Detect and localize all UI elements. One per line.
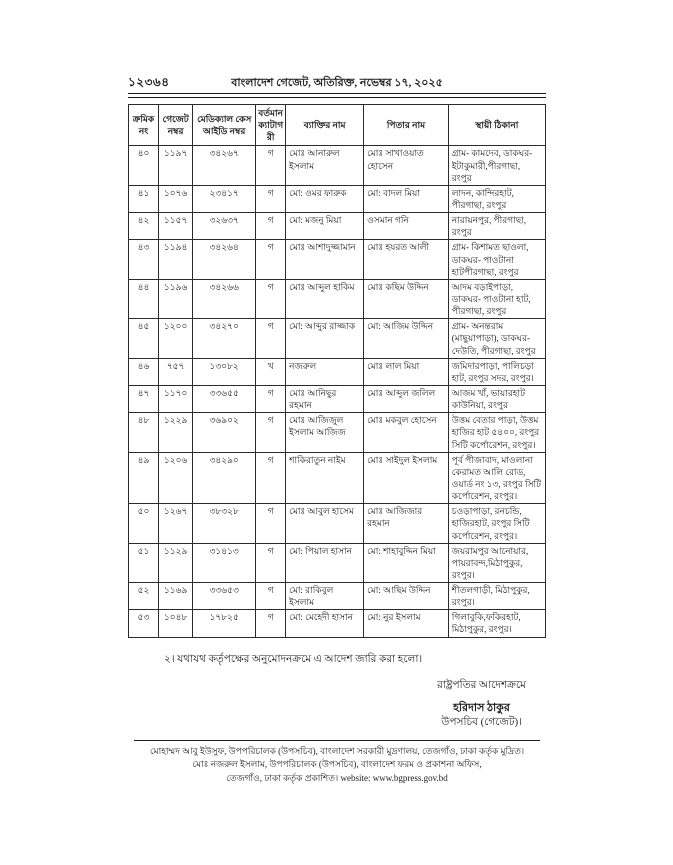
- cell-permanent-address: আজম খাঁ, ভায়ারহাট কাউনিয়া, রংপুর: [448, 385, 545, 412]
- cell-permanent-address: গিলাবুকি,ফকিরহাট, মিঠাপুকুর, রংপুর।: [448, 610, 545, 637]
- cell-medical-case-id: ১৭৮২৫: [193, 610, 256, 637]
- cell-gazette-no: ১১২৯: [159, 543, 193, 582]
- cell-category: খ: [256, 358, 286, 385]
- cell-serial: ৪৮: [129, 413, 159, 452]
- col-header-person-name: ব্যাক্তির নাম: [286, 105, 364, 146]
- cell-permanent-address: পূর্ব পীজাবাদ, মাওলানা কেরামত আলি রোড, ওয়ার্ড নং ১৩, রংপুর সিটি কর্পোরেশন, রংপুর।: [448, 452, 545, 504]
- cell-medical-case-id: ১৩০৮২: [193, 358, 256, 385]
- table-row: [129, 319, 546, 358]
- table-row: [129, 240, 546, 279]
- cell-medical-case-id: ৩২৬৩৭: [193, 213, 256, 240]
- cell-category: গ: [256, 452, 286, 504]
- cell-medical-case-id: ২৩৪১৭: [193, 185, 256, 212]
- cell-gazette-no: ১১৬৯: [159, 583, 193, 610]
- cell-father-name: মোঃ হযরত আলী: [364, 240, 449, 279]
- cell-category: গ: [256, 385, 286, 412]
- cell-gazette-no: ১২০০: [159, 319, 193, 358]
- cell-father-name: মোঃ আব্দুল জলিল: [364, 385, 449, 412]
- gazette-header-title: বাংলাদেশ গেজেট, অতিরিক্ত, নভেম্বর ১৭, ২০২৫: [231, 77, 443, 89]
- signature-area: [128, 679, 546, 730]
- cell-category: গ: [256, 413, 286, 452]
- cell-medical-case-id: ৩৪২৯০: [193, 452, 256, 504]
- table-row: [129, 213, 546, 240]
- cell-category: গ: [256, 146, 286, 185]
- table-row: [129, 413, 546, 452]
- cell-permanent-address: জমিদারপাড়া, পালিচড়া হাট, রংপুর সদর, রংপুর।: [448, 358, 545, 385]
- cell-serial: ৫৩: [129, 610, 159, 637]
- cell-serial: ৪৬: [129, 358, 159, 385]
- cell-medical-case-id: ৩৩৬৫৫: [193, 385, 256, 412]
- gazette-table: [128, 104, 546, 638]
- imprint-footer: [134, 740, 540, 786]
- cell-category: গ: [256, 185, 286, 212]
- cell-medical-case-id: ৩৪২৭০: [193, 319, 256, 358]
- signature-by-order: রাষ্ট্রপতির আদেশক্রমে: [437, 679, 526, 691]
- cell-permanent-address: চওড়াপাড়া, রনচন্ডি, হাজিরহাট, রংপুর সিটি কর্পোরেশন, রংপুর।: [448, 504, 545, 543]
- col-header-category: বর্তমান ক্যাটাগরী: [256, 105, 286, 146]
- cell-person-name: মোঃ আশাদুজ্জামান: [286, 240, 364, 279]
- cell-person-name: মো: আব্দুর রাজ্জাক: [286, 319, 364, 358]
- cell-medical-case-id: ৩৮৩২৮: [193, 504, 256, 543]
- cell-father-name: মো: নুর ইসলাম: [364, 610, 449, 637]
- cell-gazette-no: ১২২৯: [159, 413, 193, 452]
- cell-person-name: মোঃ আব্দুল হাকিম: [286, 279, 364, 318]
- cell-permanent-address: গ্রাম- অনন্তরাম (মাছুয়াপাড়া), ডাকঘর- দেউতি, পীরগাছা, রংপুর: [448, 319, 545, 358]
- table-header: [129, 105, 546, 146]
- cell-person-name: মো: মজনু মিয়া: [286, 213, 364, 240]
- cell-gazette-no: ১২৬৭: [159, 504, 193, 543]
- table-row: [129, 146, 546, 185]
- cell-person-name: মো: রাকিবুল ইসলাম: [286, 583, 364, 610]
- cell-category: গ: [256, 240, 286, 279]
- cell-gazette-no: ৭৫৭: [159, 358, 193, 385]
- cell-person-name: মো: পিয়াল হাসান: [286, 543, 364, 582]
- cell-permanent-address: লাদন, কান্দিরহাট, পীরগাছা, রংপুর: [448, 185, 545, 212]
- page-number: ১২৩৬৪: [128, 75, 170, 89]
- cell-father-name: মোঃ আজিজার রহমান: [364, 504, 449, 543]
- cell-permanent-address: নারায়নপুর, পীরগাছা, রংপুর: [448, 213, 545, 240]
- cell-category: গ: [256, 319, 286, 358]
- cell-person-name: মোঃ আবুল হাসেম: [286, 504, 364, 543]
- cell-medical-case-id: ৩৪২৬৭: [193, 146, 256, 185]
- cell-category: গ: [256, 279, 286, 318]
- table-row: [129, 610, 546, 637]
- cell-serial: ৪৫: [129, 319, 159, 358]
- cell-father-name: মো: বাদল মিয়া: [364, 185, 449, 212]
- signature-name: হরিদাস ঠাকুর: [453, 702, 510, 715]
- cell-gazette-no: ১০৪৮: [159, 610, 193, 637]
- table-row: [129, 543, 546, 582]
- col-header-serial: ক্রমিক নং: [129, 105, 159, 146]
- cell-medical-case-id: ৩১৪১৩: [193, 543, 256, 582]
- cell-father-name: মো: আজিম উদ্দিন: [364, 319, 449, 358]
- cell-serial: ৪১: [129, 185, 159, 212]
- cell-serial: ৪৩: [129, 240, 159, 279]
- cell-father-name: ওসমান গনি: [364, 213, 449, 240]
- cell-gazette-no: ১২০৬: [159, 452, 193, 504]
- cell-serial: ৪২: [129, 213, 159, 240]
- page-content: [128, 74, 546, 785]
- cell-gazette-no: ১১৯৬: [159, 279, 193, 318]
- cell-medical-case-id: ৩৪২৬৬: [193, 279, 256, 318]
- header-double-rule: [128, 93, 546, 98]
- cell-father-name: মোঃ সাইদুল ইসলাম: [364, 452, 449, 504]
- col-header-father-name: পিতার নাম: [364, 105, 449, 146]
- cell-serial: ৫১: [129, 543, 159, 582]
- cell-permanent-address: গ্রাম- কিশামত ছাওলা, ডাকঘর- পাওটানা হাটপীরগাছা, রংপুর: [448, 240, 545, 279]
- cell-gazette-no: ১১৯৭: [159, 146, 193, 185]
- cell-serial: ৫২: [129, 583, 159, 610]
- cell-person-name: মো: ওমর ফারুক: [286, 185, 364, 212]
- cell-person-name: মোঃ আনারুল ইসলাম: [286, 146, 364, 185]
- cell-gazette-no: ১১৯৪: [159, 240, 193, 279]
- table-row: [129, 358, 546, 385]
- cell-category: গ: [256, 504, 286, 543]
- cell-gazette-no: ১১৫৭: [159, 213, 193, 240]
- cell-father-name: মোঃ মকবুল হোসেন: [364, 413, 449, 452]
- imprint-line-3: তেজগাঁও, ঢাকা কর্তৃক প্রকাশিত। website: www.bgpress.gov.bd: [226, 772, 448, 783]
- cell-serial: ৪৪: [129, 279, 159, 318]
- imprint-line-1: মোহাম্মদ আবু ইউসুফ, উপপরিচালক (উপসচিব), বাংলাদেশ সরকারী মুদ্রণালয়, তেজগাঁও, ঢাকা কর্তৃক মুদ্রিত।: [149, 745, 525, 756]
- table-row: [129, 583, 546, 610]
- cell-category: গ: [256, 543, 286, 582]
- cell-medical-case-id: ৩৩৬৫৩: [193, 583, 256, 610]
- cell-serial: ৪০: [129, 146, 159, 185]
- col-header-medical-case-id: মেডিক্যাল কেস আইডি নম্বর: [193, 105, 256, 146]
- imprint-line-2: মোঃ নজরুল ইসলাম, উপপরিচালক (উপসচিব), বাংলাদেশ ফরম ও প্রকাশনা অফিস,: [192, 759, 482, 770]
- cell-category: গ: [256, 583, 286, 610]
- cell-father-name: মোঃ সাখাওয়াত হোসেন: [364, 146, 449, 185]
- cell-father-name: মো: আছিম উদ্দিন: [364, 583, 449, 610]
- cell-person-name: মোঃ আনিছুর রহমান: [286, 385, 364, 412]
- order-note: ২। যথাযথ কর্তৃপক্ষের অনুমোদনক্রমে এ আদেশ জারি করা হলো।: [164, 653, 423, 665]
- cell-person-name: মো: মেহেদী হাসান: [286, 610, 364, 637]
- cell-permanent-address: শীতলগাড়ী, মিঠাপুকুর, রংপুর।: [448, 583, 545, 610]
- table-row: [129, 279, 546, 318]
- table-header-row: [129, 105, 546, 146]
- cell-medical-case-id: ৩৪২৬৪: [193, 240, 256, 279]
- cell-person-name: মোঃ আজিজুল ইসলাম আজিজ: [286, 413, 364, 452]
- cell-father-name: মো: শাহাবুদ্দিন মিয়া: [364, 543, 449, 582]
- cell-gazette-no: ১১৭০: [159, 385, 193, 412]
- col-header-gazette-no: গেজেট নম্বর: [159, 105, 193, 146]
- signature-designation: উপসচিব (গেজেট)।: [441, 716, 522, 728]
- cell-serial: ৪৭: [129, 385, 159, 412]
- cell-category: গ: [256, 610, 286, 637]
- col-header-permanent-address: স্থায়ী ঠিকানা: [448, 105, 545, 146]
- cell-person-name: নজরুল: [286, 358, 364, 385]
- table-row: [129, 504, 546, 543]
- cell-permanent-address: উত্তম বেতার পাড়া, উত্তম হাজির হাট ৫৪০০, রংপুর সিটি কর্পোরেশন, রংপুর।: [448, 413, 545, 452]
- table-row: [129, 185, 546, 212]
- cell-serial: ৪৯: [129, 452, 159, 504]
- cell-gazette-no: ১০৭৬: [159, 185, 193, 212]
- masthead: [128, 74, 546, 90]
- cell-medical-case-id: ৩৬৯০২: [193, 413, 256, 452]
- signature-block: [437, 679, 526, 730]
- cell-serial: ৫০: [129, 504, 159, 543]
- cell-permanent-address: আদম বড়াইপাড়া, ডাকঘর- পাওটানা হাট, পীরগাছা, রংপুর: [448, 279, 545, 318]
- table-body: [129, 146, 546, 637]
- cell-permanent-address: জয়রামপুর আনোয়ার, পায়রাবন্দ,মিঠাপুকুর, রংপুর।: [448, 543, 545, 582]
- cell-father-name: মোঃ লাল মিয়া: [364, 358, 449, 385]
- cell-category: গ: [256, 213, 286, 240]
- table-row: [129, 452, 546, 504]
- cell-person-name: শাকিরাতুন নাইম: [286, 452, 364, 504]
- cell-father-name: মোঃ কছিম উদ্দিন: [364, 279, 449, 318]
- table-row: [129, 385, 546, 412]
- cell-permanent-address: গ্রাম- কামদেব, ডাকঘর- ইটাকুমারী,পীরগাছা, রংপুর: [448, 146, 545, 185]
